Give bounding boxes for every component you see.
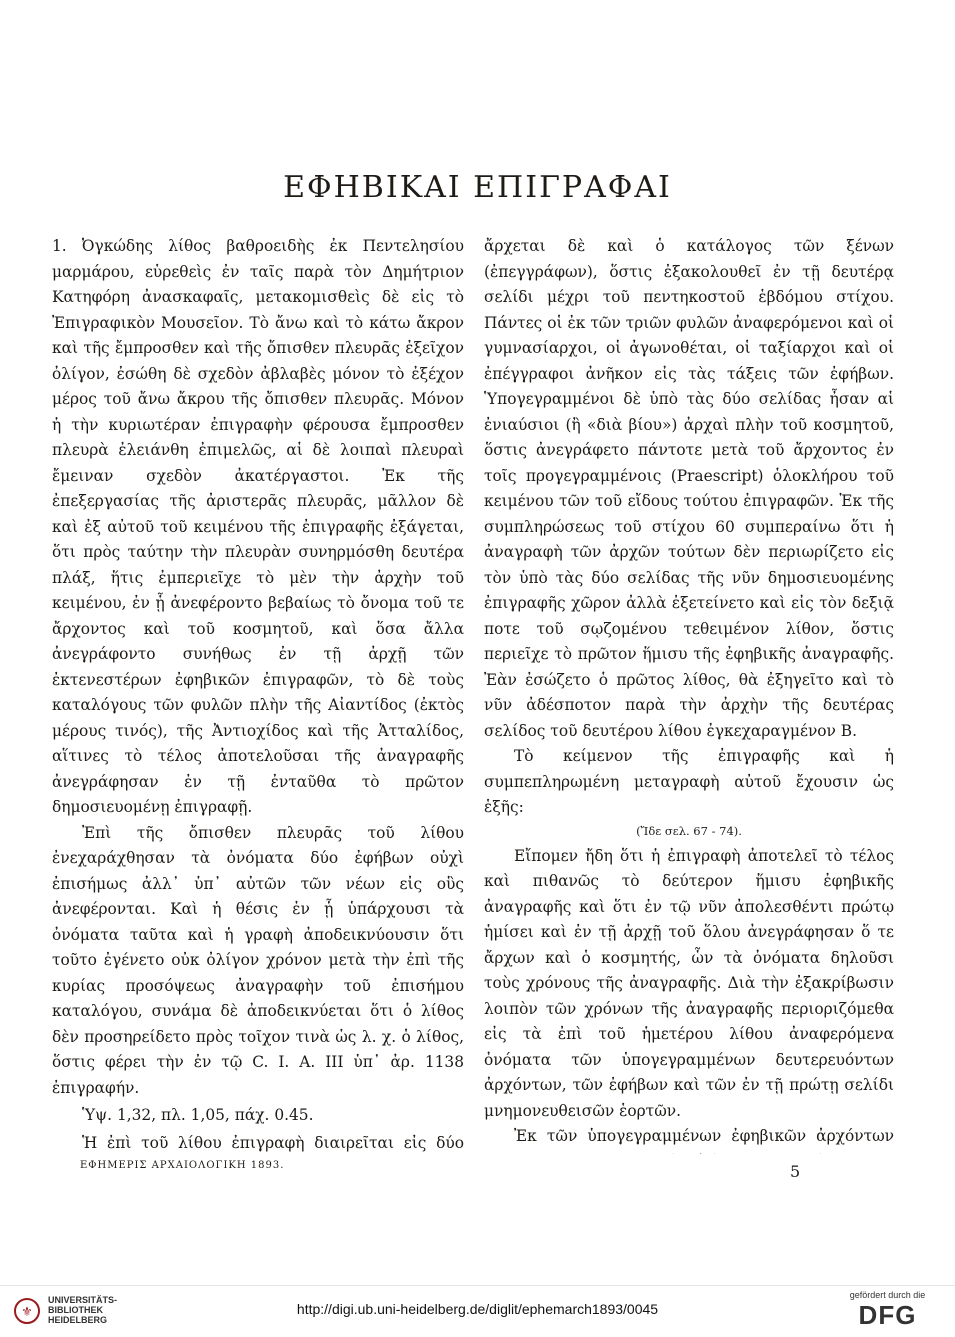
permalink-url[interactable]: http://digi.ub.uni-heidelberg.de/diglit/ephemarch1893/0045 (296, 1301, 659, 1317)
sponsor-logo[interactable] (830, 1290, 945, 1330)
paragraph: Ἐπὶ τῆς ὄπισθεν πλευρᾶς τοῦ λίθου ἐνεχαράχθησαν τὰ ὀνόματα δύο ἐφήβων οὐχὶ ἐπισήμως ἀλλ᾽ ὑπ᾽ αὐτῶν τῶν νέων εἰς οὓς ἀνεφέρονται. Καὶ ἡ θέσις ἐν ᾗ ὑπάρχουσι τὰ ὀνόματα ταῦτα καὶ ἡ γραφὴ ἀποδεικνύουσιν ὅτι τοῦτο ἐγένετο οὐκ ὀλίγον χρόνον μετὰ τὴν ἐπὶ τῆς κυρίας προσόψεως ἀναγραφὴν τοῦ ἐπισήμου καταλόγου, συνάμα δὲ ἀποδεικνύεται ὅτι ὁ λίθος δὲν προσηρείδετο πρὸς τοῖχον τινὰ ὡς λ. χ. ὁ λίθος, ὅστις φέρει τὴν ἐν τῷ C. I. A. III ὑπ᾽ ἀρ. 1138 ἐπιγραφήν. (52, 823, 464, 1097)
dfg-logo: DFG (858, 1300, 917, 1330)
viewer-footer (0, 1285, 955, 1337)
dimensions-line: Ὑψ. 1,32, πλ. 1,05, πάχ. 0.45. (82, 1106, 314, 1124)
paragraph: 1. Ὀγκώδης λίθος βαθροειδὴς ἐκ Πεντελησίου μαρμάρου, εὑρεθεὶς ἐν ταῖς παρὰ τὸν Δημήτριον Κατηφόρη ἀνασκαφαῖς, μετακομισθεὶς δὲ εἰς τὸ Ἐπιγραφικὸν Μουσεῖον. Τὸ ἄνω καὶ τὸ κάτω ἄκρον καὶ τῆς ἔμπροσθεν καὶ τῆς ὄπισθεν πλευρᾶς ἐξεῖχον ὀλίγον, ἐσώθη δὲ σχεδὸν ἀβλαβὲς μόνον τὸ ἐξέχον μέρος τοῦ ἄνω ἄκρου τῆς ὄπισθεν πλευρᾶς. Μόνον ἡ τὴν κυριωτέραν ἐπιγραφὴν φέρουσα ἔμπροσθεν πλευρὰ ἐλειάνθη ἐπιμελῶς, αἱ δὲ λοιπαὶ πλευραὶ ἔμειναν σχεδὸν ἀκατέργαστοι. Ἐκ τῆς ἐπεξεργασίας τῆς ἀριστερᾶς πλευρᾶς, μᾶλλον δὲ καὶ ἐξ αὐτοῦ τοῦ κειμένου τῆς ἐπιγραφῆς ἐξάγεται, ὅτι πρὸς ταύτην τὴν πλευρὰν συνηρμόσθη δευτέρα πλάξ, ἥτις ἐμπεριεῖχε τὸ μὲν τὴν ἀρχὴν τοῦ κειμένου, ἐν ᾗ ἀνεφέροντο βεβαίως τὸ ὄνομα τοῦ τε ἄρχοντος καὶ τοῦ κοσμητοῦ, καὶ ὅσα ἄλλα ἀνεγράφοντο συνήθως ἐν τῇ ἀρχῇ τῶν ἐκτενεστέρων ἐφηβικῶν ἐπιγραφῶν, τὸ δὲ τοὺς καταλόγους τῶν φυλῶν πλὴν τῆς Αἰαντίδος (ἐκτὸς μέρους τινός), τῆς Ἀντιοχίδος καὶ τῆς Ἀτταλίδος, αἵτινες τὸ τέλος ἀποτελοῦσαι τῆς ἀναγραφῆς ἀνεγράφησαν ἐν τῇ ἐνταῦθα τὸ πρῶτον δημοσιευομένῃ ἐπιγραφῇ. (52, 237, 464, 816)
library-name-line: UNIVERSITÄTS- (48, 1295, 118, 1305)
paragraph: Ἡ ἐπὶ τοῦ λίθου ἐπιγραφὴ διαιρεῖται εἰς δύο (82, 1133, 464, 1152)
page-number: 5 (790, 1162, 801, 1181)
page-reference: (Ἴδε σελ. 67 - 74). (636, 823, 742, 838)
page-title: ΕΦΗΒΙΚΑΙ ΕΠΙΓΡΑΦΑΙ (283, 170, 672, 205)
right-column (484, 234, 894, 1154)
library-name-line: BIBLIOTHEK (48, 1305, 103, 1315)
library-name-line: HEIDELBERG (48, 1315, 108, 1325)
paragraph: Τὸ κείμενον τῆς ἐπιγραφῆς καὶ ἡ συμπεπληρωμένη μεταγραφὴ αὐτοῦ ἔχουσιν ὡς ἑξῆς: (484, 747, 894, 816)
sponsor-text: gefördert durch die (849, 1290, 926, 1300)
university-seal-icon[interactable]: ⚜ (14, 1298, 40, 1324)
paragraph: Ἐκ τῶν ὑπογεγραμμένων ἐφηβικῶν ἀρχόντων (514, 1127, 894, 1145)
paragraph: ἄρχεται δὲ καὶ ὁ κατάλογος τῶν ξένων (ἐπεγγράφων), ὅστις ἐξακολουθεῖ ἐν τῇ δευτέρᾳ σελίδι μέχρι τοῦ πεντηκοστοῦ ἑβδόμου στίχου. Πάντες οἱ ἐκ τῶν τριῶν φυλῶν ἀναφερόμενοι καὶ οἱ γυμνασίαρχοι, οἱ ἀγωνοθέται, οἱ ταξίαρχοι καὶ οἱ ἐπέγγραφοι ἀνῆκον εἰς τὰς τάξεις τῶν ἐφήβων. Ὑπογεγραμμένοι δὲ ὑπὸ τὰς δύο σελίδας ἦσαν αἱ ἐνιαύσιοι (ἢ «διὰ βίου») ἀρχαὶ πλὴν τοῦ κοσμητοῦ, ὅστις ἀνεγράφετο πάντοτε μετὰ τοῦ ἄρχοντος ἐν τοῖς προγεγραμμένοις (Praescript) ὁλοκλήρου τοῦ κειμένου τῶν τοῦ εἴδους τούτου ἐπιγραφῶν. Ἐκ τῆς συμπληρώσεως τοῦ στίχου 60 συμπεραίνω ὅτι ἡ ἀναγραφὴ τῶν ἀρχῶν τούτων δὲν περιωρίζετο εἰς τὸν ὑπὸ τὰς δύο σελίδας τῆς νῦν δημοσιευομένης ἐπιγραφῆς χῶρον ἀλλὰ ἐξετείνετο καὶ εἰς τὸν δεξιᾷ ποτε τοῦ σῳζομένου τεθειμένον λίθον, ὅστις περιεῖχε τὸ πρῶτον ἥμισυ τῆς ἐφηβικῆς ἀναγραφῆς. Ἐὰν ἐσώζετο ὁ πρῶτος λίθος, θὰ ἐξηγεῖτο καὶ τὸ νῦν ἀδέσποτον παρὰ τὴν ἀρχὴν τῆς δευτέρας σελίδος τοῦ δευτέρου λίθου ἐγκεχαραγμένον B. (484, 237, 894, 740)
journal-running-footer: ΕΦΗΜΕΡΙΣ ΑΡΧΑΙΟΛΟΓΙΚΗ 1893. (80, 1160, 285, 1171)
paragraph: Εἴπομεν ἤδη ὅτι ἡ ἐπιγραφὴ ἀποτελεῖ τὸ τέλος καὶ πιθανῶς τὸ δεύτερον ἥμισυ ἐφηβικῆς ἀναγραφῆς καὶ ὅτι ἐν τῷ νῦν ἀπολεσθέντι πρώτῳ ἡμίσει καὶ ἐν τῇ ἀρχῇ τοῦ ὅλου ἀνεγράφησαν ὅ τε ἄρχων καὶ ὁ κοσμητής, ὧν τὰ ὀνόματα δηλοῦσι τοὺς χρόνους τῆς ἀναγραφῆς. Διὰ τὴν ἐξακρίβωσιν λοιπὸν τῶν χρόνων τῆς ἀναγραφῆς περιοριζόμεθα εἰς τὰ ἐπὶ τοῦ ἡμετέρου λίθου ἀναφερόμενα ὀνόματα τῶν ὑπογεγραμμένων δευτερευόντων ἀρχόντων, τῶν ἐφήβων καὶ τῶν ἐν τῇ πρώτῃ σελίδι μνημονευθεισῶν ἑορτῶν. (484, 846, 894, 1120)
left-column (52, 234, 464, 1154)
